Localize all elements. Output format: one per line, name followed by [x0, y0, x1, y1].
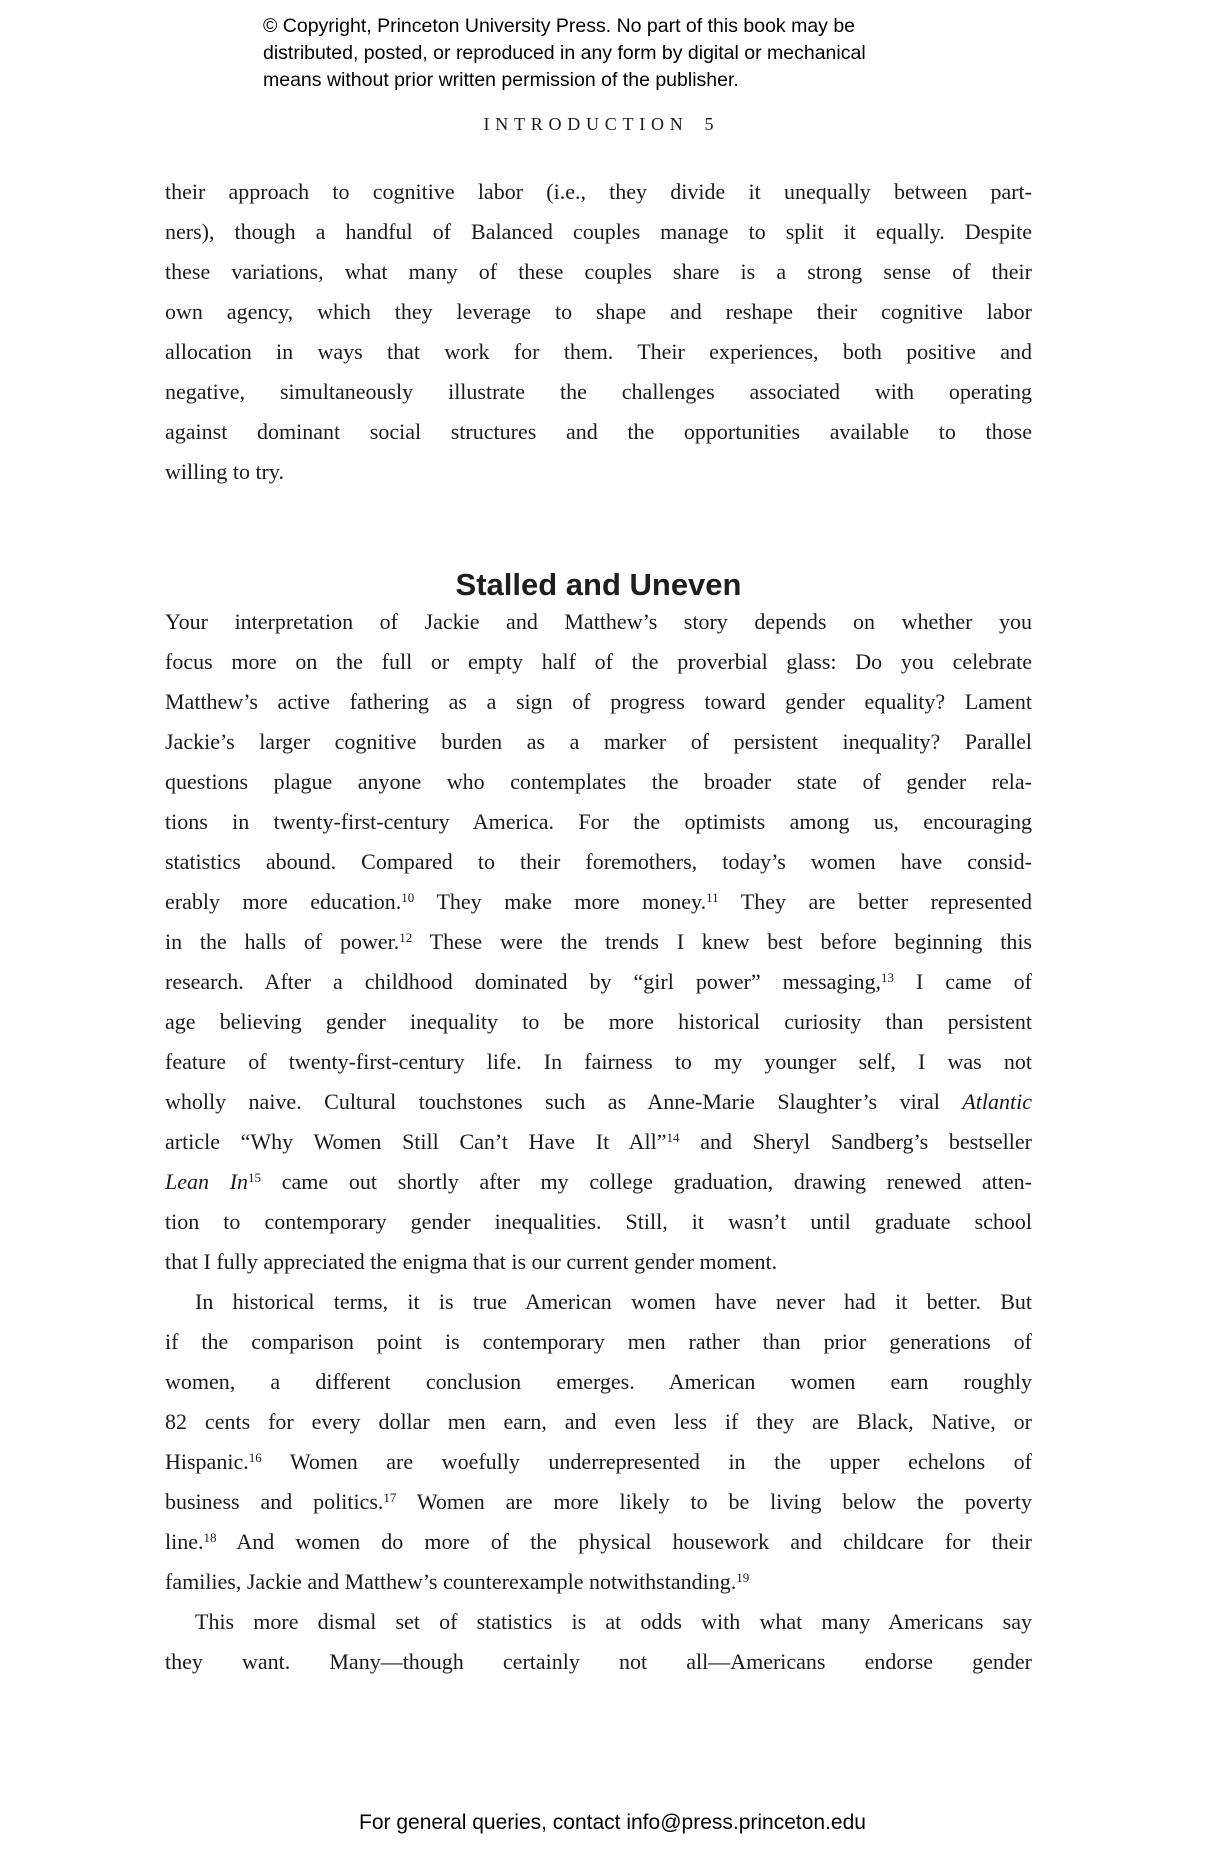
- paragraph: [165, 1602, 1032, 1682]
- text-line: allocation in ways that work for them. Their experiences, both positive and: [165, 339, 1032, 364]
- text-line: these variations, what many of these couples share is a strong sense of their: [165, 259, 1032, 284]
- running-head-title: INTRODUCTION: [483, 114, 689, 134]
- text-line: in the halls of power.$^{12}$ These were the trends I knew best before beginning this: [165, 929, 1032, 954]
- text-line: wholly naive. Cultural touchstones such as Anne-Marie Slaughter’s viral Atlantic: [165, 1089, 1032, 1114]
- text-line: their approach to cognitive labor (i.e., they divide it unequally between part-: [165, 179, 1032, 204]
- opening-paragraph-block: [165, 172, 1032, 492]
- text-line: article “Why Women Still Can’t Have It All”$^{14}$ and Sheryl Sandberg’s bestseller: [165, 1129, 1032, 1154]
- text-line: against dominant social structures and the opportunities available to those: [165, 419, 1032, 444]
- footnote-reference: 19: [736, 1570, 750, 1585]
- footnote-reference: 18: [203, 1530, 217, 1545]
- copyright-line: © Copyright, Princeton University Press. No part of this book may be: [263, 15, 856, 37]
- text-line: tion to contemporary gender inequalities. Still, it wasn’t until graduate school: [165, 1209, 1032, 1234]
- section-heading: Stalled and Uneven: [455, 566, 742, 602]
- copyright-line: means without prior written permission of the publisher.: [263, 69, 739, 91]
- paragraph: [165, 172, 1032, 492]
- footnote-reference: 11: [706, 890, 719, 905]
- text-line: In historical terms, it is true American women have never had it better. But: [195, 1289, 1032, 1314]
- paragraph: [165, 602, 1032, 1282]
- footnote-reference: 10: [401, 890, 415, 905]
- text-line: This more dismal set of statistics is at odds with what many Americans say: [195, 1609, 1032, 1634]
- italic-text: Atlantic: [962, 1089, 1032, 1114]
- text-line: erably more education.$^{10}$ They make more money.$^{11}$ They are better represented: [165, 889, 1032, 914]
- text-line: questions plague anyone who contemplates the broader state of gender rela-: [165, 769, 1032, 794]
- text-line: age believing gender inequality to be more historical curiosity than persistent: [165, 1009, 1032, 1034]
- running-head: [165, 114, 1032, 135]
- text-line: women, a different conclusion emerges. American women earn roughly: [165, 1369, 1032, 1394]
- footnote-reference: 17: [383, 1490, 397, 1505]
- page-number: 5: [704, 114, 714, 134]
- text-line: families, Jackie and Matthew’s counterexample notwithstanding.$^{19}$: [165, 1569, 750, 1594]
- text-line: Your interpretation of Jackie and Matthew’s story depends on whether you: [165, 609, 1032, 634]
- text-line: statistics abound. Compared to their foremothers, today’s women have consid-: [165, 849, 1032, 874]
- text-line: negative, simultaneously illustrate the challenges associated with operating: [165, 379, 1032, 404]
- text-line: ners), though a handful of Balanced couples manage to split it equally. Despite: [165, 219, 1032, 244]
- footnote-reference: 15: [248, 1170, 262, 1185]
- footnote-reference: 12: [399, 930, 413, 945]
- text-line: focus more on the full or empty half of the proverbial glass: Do you celebrate: [165, 649, 1032, 674]
- footnote-reference: 13: [880, 970, 894, 985]
- text-line: Lean In$^{15}$ came out shortly after my college graduation, drawing renewed atten-: [165, 1169, 1032, 1194]
- italic-text: Lean In: [165, 1169, 249, 1194]
- footer-contact-line: For general queries, contact info@press.princeton.edu: [359, 1811, 866, 1834]
- text-line: they want. Many—though certainly not all—Americans endorse gender: [165, 1649, 1032, 1674]
- text-line: feature of twenty-first-century life. In fairness to my younger self, I was not: [165, 1049, 1032, 1074]
- main-paragraphs-block: [165, 602, 1032, 1682]
- text-line: 82 cents for every dollar men earn, and even less if they are Black, Native, or: [165, 1409, 1032, 1434]
- copyright-line: distributed, posted, or reproduced in any form by digital or mechanical: [263, 42, 866, 64]
- footnote-reference: 14: [666, 1130, 680, 1145]
- text-line: business and politics.$^{17}$ Women are more likely to be living below the poverty: [165, 1489, 1032, 1514]
- text-line: Jackie’s larger cognitive burden as a marker of persistent inequality? Parallel: [165, 729, 1032, 754]
- text-line: that I fully appreciated the enigma that is our current gender moment.: [165, 1249, 778, 1274]
- text-line: tions in twenty-first-century America. For the optimists among us, encouraging: [165, 809, 1032, 834]
- text-line: research. After a childhood dominated by “girl power” messaging,$^{13}$ I came of: [165, 969, 1033, 994]
- paragraph: [165, 1282, 1032, 1602]
- text-line: willing to try.: [165, 459, 284, 484]
- footnote-reference: 16: [248, 1450, 262, 1465]
- copyright-notice: [263, 13, 866, 94]
- text-line: Matthew’s active fathering as a sign of progress toward gender equality? Lament: [165, 689, 1032, 714]
- text-line: own agency, which they leverage to shape and reshape their cognitive labor: [165, 299, 1032, 324]
- text-line: Hispanic.$^{16}$ Women are woefully underrepresented in the upper echelons of: [165, 1449, 1032, 1474]
- text-line: if the comparison point is contemporary men rather than prior generations of: [165, 1329, 1032, 1354]
- text-line: line.$^{18}$ And women do more of the physical housework and childcare for their: [165, 1529, 1032, 1554]
